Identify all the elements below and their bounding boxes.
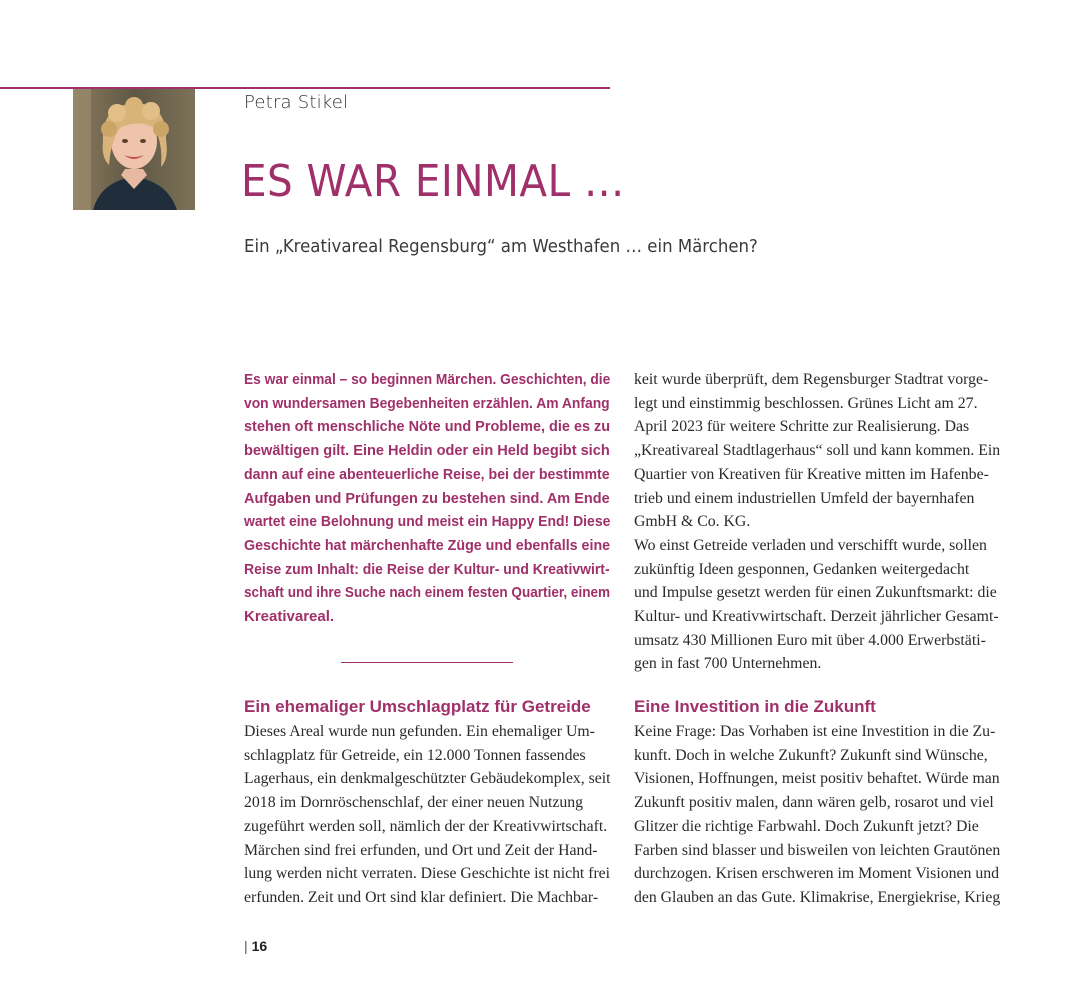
section-body-investition bbox=[634, 720, 1000, 910]
body-line: Visionen, Hoffnungen, meist positiv behaftet. Würde man bbox=[634, 770, 1000, 788]
intro-line: von wundersamen Begebenheiten erzählen. Am Anfang bbox=[244, 394, 610, 412]
body-line: Dieses Areal wurde nun gefunden. Ein ehemaliger Um- bbox=[244, 723, 595, 740]
intro-line: Geschichte hat märchenhafte Züge und ebenfalls eine bbox=[244, 536, 611, 554]
body-line: den Glauben an das Gute. Klimakrise, Energiekrise, Krieg bbox=[634, 888, 1001, 906]
body-line: lung werden nicht verraten. Diese Geschichte ist nicht frei bbox=[244, 865, 611, 883]
intro-line: Reise zum Inhalt: die Reise der Kultur- und Kreativwirt- bbox=[244, 560, 610, 578]
intro-line: Kreativareal. bbox=[244, 608, 335, 626]
body-line: Glitzer die richtige Farbwahl. Doch Zukunft jetzt? Die bbox=[634, 817, 979, 835]
intro-line: wartet eine Belohnung und meist ein Happy End! Diese bbox=[244, 513, 611, 531]
body-line: kunft. Doch in welche Zukunft? Zukunft sind Wünsche, bbox=[634, 746, 988, 764]
body-line: gen in fast 700 Unternehmen. bbox=[634, 655, 822, 673]
body-line: „Kreativareal Stadtlagerhaus“ soll und kann kommen. Ein bbox=[634, 442, 1001, 460]
continued-paragraph bbox=[634, 368, 1000, 676]
section-divider bbox=[341, 662, 513, 663]
page-footer bbox=[244, 938, 267, 954]
body-line: zugeführt werden soll, nämlich der der Kreativwirtschaft. bbox=[244, 817, 608, 835]
intro-line: stehen oft menschliche Nöte und Probleme, die es zu bbox=[244, 418, 611, 436]
body-line: zukünftig Ideen gesponnen, Gedanken weitergedacht bbox=[634, 560, 970, 578]
body-line: legt und einstimmig beschlossen. Grünes Licht am 27. bbox=[634, 394, 978, 412]
article-subtitle: Ein „Kreativareal Regensburg“ am Westhafen … ein Märchen? bbox=[244, 236, 758, 257]
body-line: keit wurde überprüft, dem Regensburger Stadtrat vorge- bbox=[634, 371, 989, 388]
intro-line: Es war einmal – so beginnen Märchen. Geschichten, die bbox=[244, 371, 611, 388]
author-name: Petra Stikel bbox=[244, 92, 349, 113]
body-line: Zukunft positiv malen, dann wären gelb, rosarot und viel bbox=[634, 794, 994, 812]
footer-separator: | bbox=[244, 938, 248, 954]
author-portrait bbox=[73, 89, 195, 210]
body-line: Lagerhaus, ein denkmalgeschützter Gebäudekomplex, seit bbox=[244, 770, 611, 788]
body-line: 2018 im Dornröschenschlaf, der einer neuen Nutzung bbox=[244, 794, 584, 812]
intro-line: dann auf eine abenteuerliche Reise, bei der bestimmte bbox=[244, 465, 610, 483]
body-line: erfunden. Zeit und Ort sind klar definiert. Die Machbar- bbox=[244, 888, 599, 906]
intro-line: bewältigen gilt. Eine Heldin oder ein Held begibt sich bbox=[244, 442, 610, 460]
intro-paragraph bbox=[244, 368, 610, 629]
body-line: Quartier von Kreativen für Kreative mitten im Hafenbe- bbox=[634, 465, 989, 483]
page-number: 16 bbox=[251, 938, 268, 954]
body-line: Keine Frage: Das Vorhaben ist eine Investition in die Zu- bbox=[634, 723, 996, 740]
section-heading-getreide: Ein ehemaliger Umschlagplatz für Getreide bbox=[244, 697, 591, 716]
body-line: Kultur- und Kreativwirtschaft. Derzeit jährlicher Gesamt- bbox=[634, 608, 999, 626]
body-line: durchzogen. Krisen erschweren im Moment Visionen und bbox=[634, 865, 1000, 883]
body-line: Wo einst Getreide verladen und verschifft wurde, sollen bbox=[634, 536, 987, 554]
portrait-illustration bbox=[73, 89, 195, 210]
body-line: GmbH & Co. KG. bbox=[634, 513, 751, 531]
body-line: Farben sind blasser und bisweilen von leichten Grautönen bbox=[634, 841, 1001, 859]
intro-line: Aufgaben und Prüfungen zu bestehen sind. Am Ende bbox=[244, 489, 610, 507]
body-line: und Impulse gesetzt werden für einen Zukunftsmarkt: die bbox=[634, 584, 997, 602]
body-line: April 2023 für weitere Schritte zur Realisierung. Das bbox=[634, 418, 970, 436]
body-line: trieb und einem industriellen Umfeld der bayernhafen bbox=[634, 489, 975, 507]
body-line: schlagplatz für Getreide, ein 12.000 Tonnen fassendes bbox=[244, 746, 586, 764]
section-body-getreide bbox=[244, 720, 610, 910]
body-line: Märchen sind frei erfunden, und Ort und Zeit der Hand- bbox=[244, 841, 598, 859]
intro-line: schaft und ihre Suche nach einem festen Quartier, einem bbox=[244, 584, 611, 602]
section-heading-investition: Eine Investition in die Zukunft bbox=[634, 697, 876, 716]
body-line: umsatz 430 Millionen Euro mit über 4.000 Erwerbstäti- bbox=[634, 631, 986, 649]
article-title: ES WAR EINMAL … bbox=[241, 156, 625, 207]
